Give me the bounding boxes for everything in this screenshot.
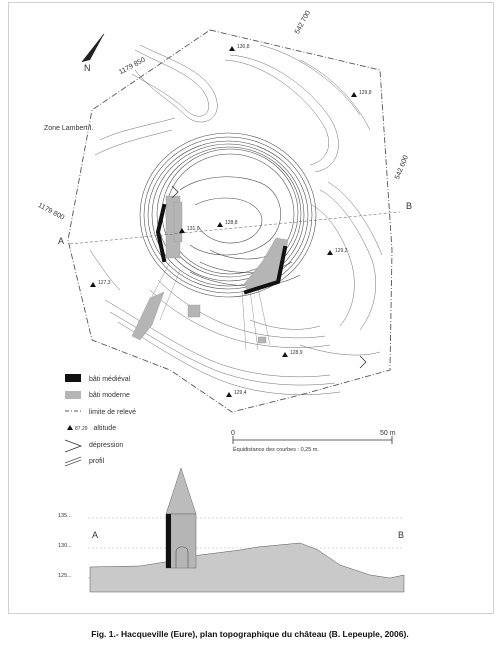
modern-buildings <box>132 196 288 343</box>
scale-bar <box>233 436 392 444</box>
ground-section <box>90 543 404 592</box>
spot-height-label: 130,8 <box>237 44 250 50</box>
legend-label: profil <box>89 458 105 466</box>
legend-label: limite de relevé <box>89 408 137 416</box>
elevation-profile <box>88 468 404 592</box>
spot-height-label: 128,9 <box>290 350 303 356</box>
spot-height-label: 127,3 <box>98 280 111 286</box>
legend-altitude-value: 87.29 <box>75 425 88 432</box>
grid-label: 1179 800 <box>36 202 66 222</box>
spot-height-markers <box>89 46 357 400</box>
legend-label: dépression <box>89 441 124 449</box>
legend-item-survey-limit <box>65 404 215 421</box>
figure-caption: Fig. 1.- Hacqueville (Eure), plan topographique du château (B. Lepeuple, 2006). <box>91 629 409 639</box>
tower-section <box>166 468 196 568</box>
section-point-a: A <box>58 236 65 246</box>
legend-item-modern <box>65 388 215 405</box>
legend-label: bâti moderne <box>89 392 130 400</box>
legend-item-altitude <box>65 421 215 438</box>
grid-label: 542 700 <box>294 9 313 36</box>
profile-a-label: A <box>92 530 99 540</box>
profile-b-label: B <box>398 530 405 540</box>
zone-label: Zone Lambert I. <box>44 125 94 132</box>
legend-item-depression <box>65 437 215 454</box>
grid-label: 1179 850 <box>118 56 147 77</box>
legend-label: bâti médiéval <box>89 375 131 383</box>
scale-start: 0 <box>231 430 235 437</box>
spot-height-label: 128,8 <box>225 220 238 226</box>
profile-y-tick: 125... <box>58 573 72 579</box>
section-point-b: B <box>406 201 413 211</box>
scale-end: 50 m <box>380 430 396 437</box>
north-label: N <box>84 63 91 73</box>
legend-item-medieval <box>65 371 215 388</box>
spot-height-label: 129,3 <box>335 248 348 254</box>
spot-height-label: 129,4 <box>234 390 247 396</box>
legend <box>65 371 215 470</box>
north-arrow-icon <box>82 34 104 62</box>
grid-label: 542 600 <box>394 154 410 181</box>
profile-y-tick: 130... <box>58 543 72 549</box>
profile-line <box>70 212 400 244</box>
legend-label: altitude <box>93 425 117 433</box>
profile-y-tick: 135... <box>58 513 72 519</box>
scale-note: Équidistance des courbes : 0,25 m. <box>233 447 319 453</box>
legend-item-profile <box>65 454 215 471</box>
spot-height-label: 131,0 <box>187 226 200 232</box>
spot-height-label: 129,8 <box>359 90 372 96</box>
